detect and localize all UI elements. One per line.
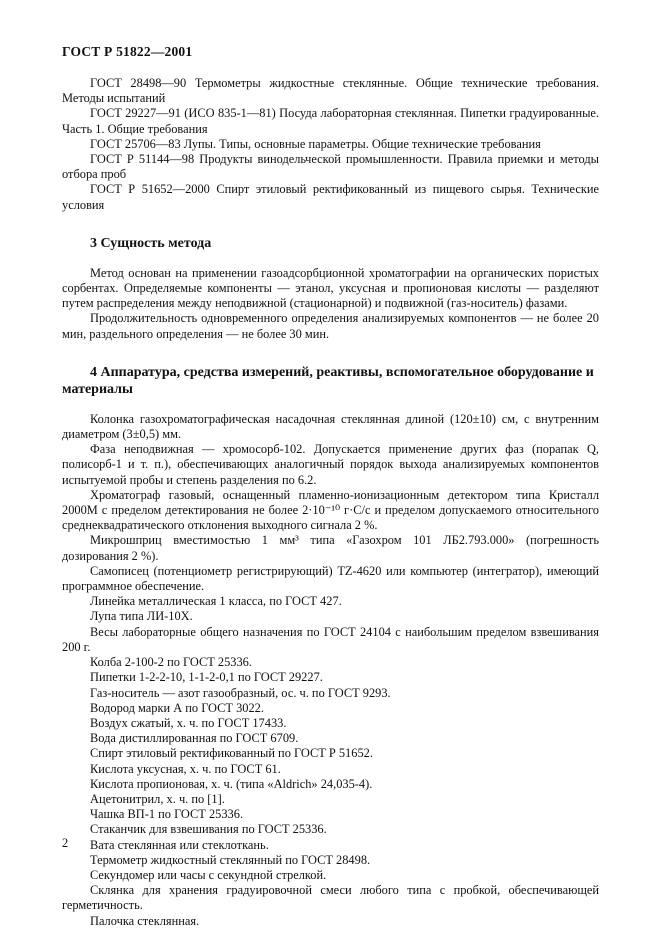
list-item: Ацетонитрил, х. ч. по [1].	[90, 791, 225, 806]
list-item: Кислота уксусная, х. ч. по ГОСТ 61.	[90, 761, 281, 776]
reference-item: ГОСТ Р 51144—98 Продукты винодельческой промышленности. Правила приемки и методы отбора проб	[62, 152, 599, 182]
paragraph: Хроматограф газовый, оснащенный пламенно-ионизационным детектором типа Кристалл 2000М с пределом детектирования не более 2·10⁻¹⁰ г·С/с и пределом допускаемого относительного среднеквадратического отклонения выходного сигнала 2 %.	[62, 487, 599, 533]
paragraph: Фаза неподвижная — хромосорб-102. Допускается применение других фаз (порапак Q, полисорб-1 и т. п.), обеспечивающих аналогичный порядок выхода анализируемых компонентов испытуемой пробы и степень разделения по 6.2.	[62, 442, 599, 487]
reference-item: ГОСТ 29227—91 (ИСО 835-1—81) Посуда лабораторная стеклянная. Пипетки градуированные. Часть 1. Общие требования	[62, 106, 599, 136]
page-number: 2	[62, 836, 69, 850]
paragraph: Весы лабораторные общего назначения по ГОСТ 24104 с наибольшим пределом взвешивания 200 г.	[62, 624, 599, 654]
section-4-heading: 4 Аппаратура, средства измерений, реактивы, вспомогательное оборудование и материалы	[62, 364, 594, 397]
list-item: Линейка металлическая 1 класса, по ГОСТ 427.	[90, 594, 342, 609]
page-header: ГОСТ Р 51822—2001	[62, 44, 193, 59]
list-item: Газ-носитель — азот газообразный, ос. ч. по ГОСТ 9293.	[90, 685, 391, 700]
section-3-body	[62, 266, 599, 342]
list-item: Водород марки А по ГОСТ 3022.	[90, 700, 264, 715]
list-item: Вода дистиллированная по ГОСТ 6709.	[90, 731, 299, 746]
paragraph: Самописец (потенциометр регистрирующий) TZ-4620 или компьютер (интегратор), имеющий программное обеспечение.	[62, 563, 599, 594]
references-list	[62, 76, 599, 213]
document-body	[62, 76, 599, 929]
paragraph: Микрошприц вместимостью 1 мм³ типа «Газохром 101 ЛБ2.793.000» (погрешность дозирования 2 %).	[62, 533, 599, 563]
list-item: Чашка ВП-1 по ГОСТ 25336.	[90, 807, 244, 822]
list-item: Пипетки 1-2-2-10, 1-1-2-0,1 по ГОСТ 29227.	[90, 670, 323, 685]
list-item: Лупа типа ЛИ-10Х.	[90, 609, 193, 624]
list-item: Термометр жидкостный стеклянный по ГОСТ 28498.	[90, 852, 371, 867]
paragraph: Колонка газохроматографическая насадочная стеклянная длиной (120±10) см, с внутренним диаметром (3±0,5) мм.	[62, 411, 599, 442]
list-item: Кислота пропионовая, х. ч. (типа «Aldrich» 24,035-4).	[90, 776, 373, 791]
paragraph: Продолжительность одновременного определения анализируемых компонентов — не более 20 мин, раздельного определения — не более 30 мин.	[62, 311, 599, 341]
list-item: Вата стеклянная или стеклоткань.	[90, 837, 269, 852]
section-4-body	[62, 412, 599, 929]
list-item: Палочка стеклянная.	[90, 913, 200, 928]
reference-item: ГОСТ 25706—83 Лупы. Типы, основные параметры. Общие технические требования	[90, 136, 541, 151]
list-item: Воздух сжатый, х. ч. по ГОСТ 17433.	[90, 715, 287, 730]
list-item: Секундомер или часы с секундной стрелкой.	[90, 867, 327, 882]
section-3-heading: 3 Сущность метода	[90, 235, 212, 251]
reference-item: ГОСТ Р 51652—2000 Спирт этиловый ректификованный из пищевого сырья. Технические условия	[62, 182, 599, 212]
list-item: Колба 2-100-2 по ГОСТ 25336.	[90, 655, 252, 670]
paragraph: Склянка для хранения градуировочной смеси любого типа с пробкой, обеспечивающей герметичность.	[62, 883, 599, 913]
list-item: Спирт этиловый ректификованный по ГОСТ Р 51652.	[90, 746, 373, 761]
paragraph: Метод основан на применении газоадсорбционной хроматографии на органических пористых сорбентах. Определяемые компоненты — этанол, уксусная и пропионовая кислоты — разделяют путем распределения между неподвижной (стационарной) и подвижной (газ-носитель) фазами.	[62, 265, 599, 311]
list-item: Стаканчик для взвешивания по ГОСТ 25336.	[90, 822, 327, 837]
reference-item: ГОСТ 28498—90 Термометры жидкостные стеклянные. Общие технические требования. Методы испытаний	[62, 76, 599, 106]
